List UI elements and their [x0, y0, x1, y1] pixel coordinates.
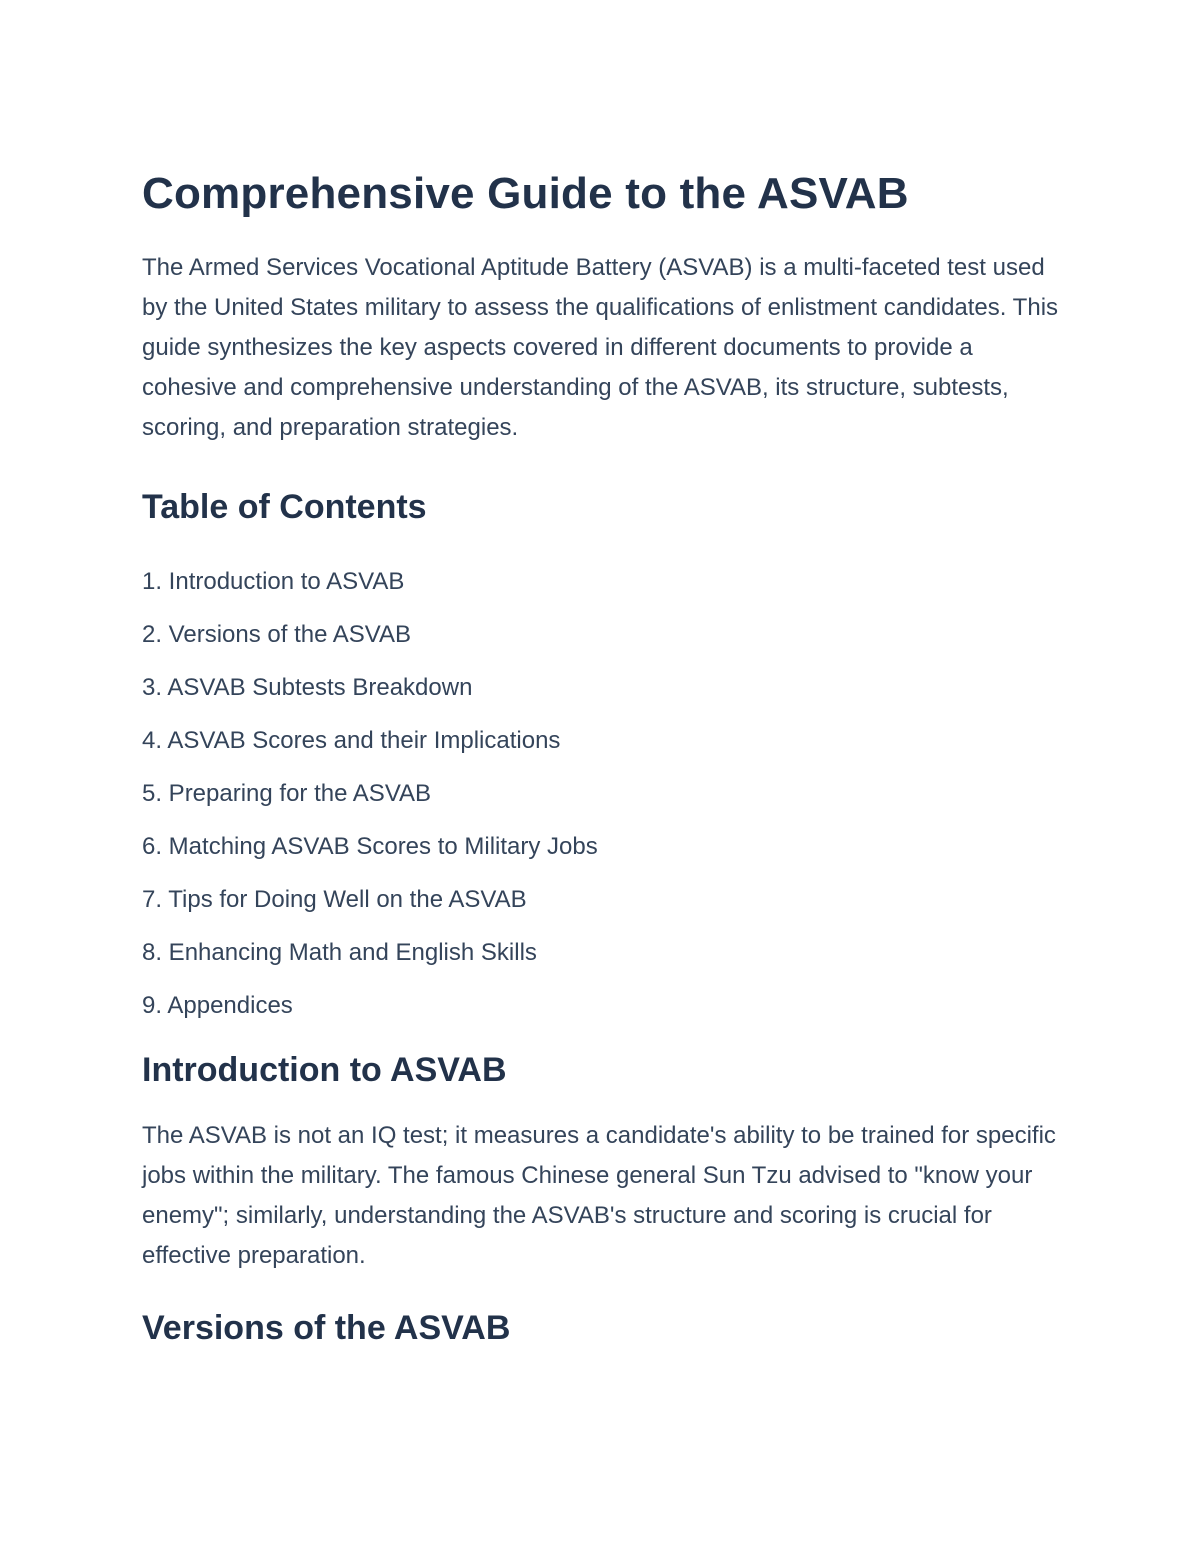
toc-link-math-english[interactable]: 8. Enhancing Math and English Skills [142, 939, 537, 966]
intro-paragraph: The Armed Services Vocational Aptitude Battery (ASVAB) is a multi-faceted test used by the United States military to assess the qualifications of enlistment candidates. This guide synthesizes the key aspects covered in different documents to provide a cohesive and comprehensive understanding of the ASVAB, its structure, subtests, scoring, and preparation strategies. [142, 254, 1059, 441]
toc-link-tips[interactable]: 7. Tips for Doing Well on the ASVAB [142, 886, 527, 913]
toc-item[interactable] [142, 979, 1062, 1032]
toc-item[interactable] [142, 873, 1062, 926]
toc-item[interactable] [142, 926, 1062, 979]
toc-link-versions[interactable]: 2. Versions of the ASVAB [142, 621, 412, 648]
section-heading-versions: Versions of the ASVAB [142, 1309, 511, 1347]
toc-link-subtests[interactable]: 3. ASVAB Subtests Breakdown [142, 674, 473, 701]
toc-item[interactable] [142, 555, 1062, 608]
toc-item[interactable] [142, 608, 1062, 661]
section-heading-introduction: Introduction to ASVAB [142, 1051, 507, 1089]
toc-link-appendices[interactable]: 9. Appendices [142, 992, 293, 1019]
toc-item[interactable] [142, 767, 1062, 820]
toc-item[interactable] [142, 820, 1062, 873]
toc-heading: Table of Contents [142, 488, 427, 526]
toc-item[interactable] [142, 661, 1062, 714]
toc-link-scores[interactable]: 4. ASVAB Scores and their Implications [142, 727, 561, 754]
toc-link-preparing[interactable]: 5. Preparing for the ASVAB [142, 780, 432, 807]
document-page [142, 160, 1062, 1352]
page-title: Comprehensive Guide to the ASVAB [142, 169, 909, 218]
toc-link-introduction[interactable]: 1. Introduction to ASVAB [142, 568, 405, 595]
table-of-contents [142, 555, 1062, 1032]
toc-link-matching-jobs[interactable]: 6. Matching ASVAB Scores to Military Jobs [142, 833, 598, 860]
section-body-introduction: The ASVAB is not an IQ test; it measures a candidate's ability to be trained for specific jobs within the military. The famous Chinese general Sun Tzu advised to "know your enemy"; similarly, understanding the ASVAB's structure and scoring is crucial for effective preparation. [142, 1122, 1056, 1269]
toc-item[interactable] [142, 714, 1062, 767]
